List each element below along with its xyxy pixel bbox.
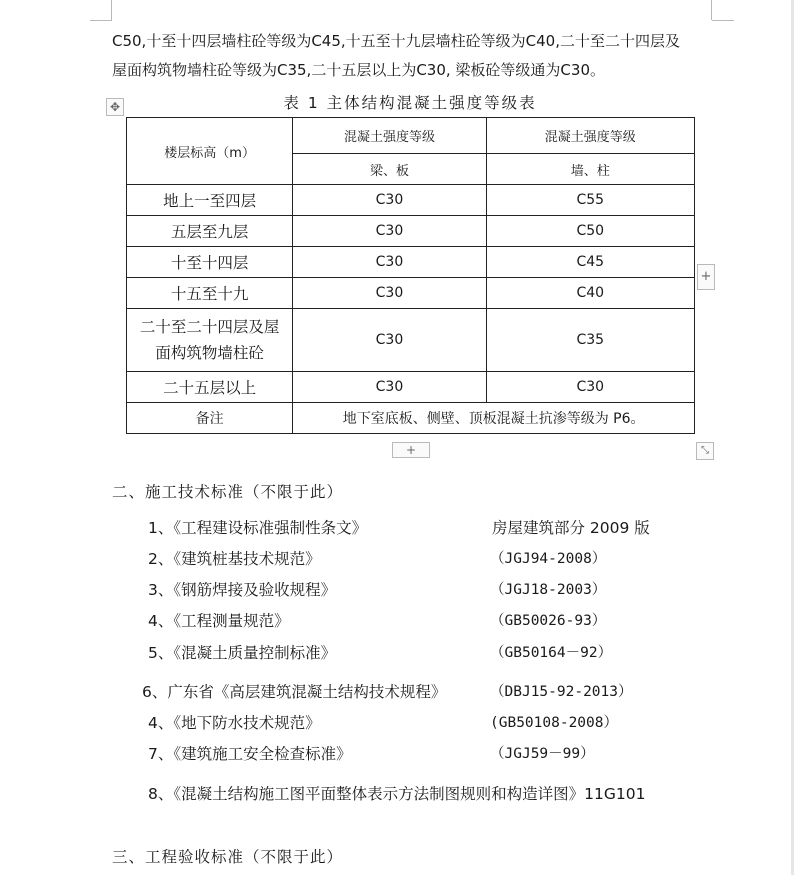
standard-name: 2、《建筑桩基技术规范》	[148, 550, 321, 568]
standard-code: 房屋建筑部分 2009 版	[492, 519, 650, 537]
cell-floor	[127, 309, 293, 372]
cell-beam: C30	[293, 216, 486, 247]
concrete-grade-table	[126, 117, 695, 434]
cell-floor: 二十五层以上	[127, 372, 293, 403]
table-row	[127, 372, 695, 403]
cell-wall: C50	[486, 216, 694, 247]
cell-wall: C55	[486, 185, 694, 216]
margin-mark-top-right-vertical	[711, 0, 712, 20]
cell-beam: C30	[293, 309, 486, 372]
standard-code: (GB50108-2008）	[490, 715, 618, 731]
cell-floor: 五层至九层	[127, 216, 293, 247]
table-row	[127, 216, 695, 247]
cell-wall: C30	[486, 372, 694, 403]
cell-beam: C30	[293, 185, 486, 216]
cell-floor-line-2: 面构筑物墙柱砼	[155, 344, 264, 362]
standard-code: （DBJ15-92-2013）	[490, 684, 633, 700]
header-grade-left: 混凝土强度等级	[293, 118, 486, 154]
cell-beam: C30	[293, 372, 486, 403]
table-row	[127, 247, 695, 278]
cell-wall: C35	[486, 309, 694, 372]
cell-wall: C45	[486, 247, 694, 278]
header-floor: 楼层标高（m）	[127, 118, 293, 185]
cell-floor: 十至十四层	[127, 247, 293, 278]
table-row	[127, 185, 695, 216]
margin-mark-top-left-vertical	[111, 0, 112, 20]
standard-code: （JGJ18-2003）	[490, 582, 607, 598]
table-row	[127, 278, 695, 309]
standard-name: 6、广东省《高层建筑混凝土结构技术规程》	[142, 683, 447, 701]
remark-text: 地下室底板、侧壁、顶板混凝土抗渗等级为 P6。	[293, 403, 695, 434]
margin-mark-top-right	[712, 20, 734, 21]
add-row-icon[interactable]: +	[392, 442, 430, 458]
intro-line-2: 屋面构筑物墙柱砼等级为C35,二十五层以上为C30, 梁板砼等级通为C30。	[112, 61, 605, 79]
section-2-heading: 二、施工技术标准（不限于此）	[112, 483, 344, 501]
header-wall: 墙、柱	[486, 154, 694, 185]
standard-name: 4、《地下防水技术规范》	[148, 714, 321, 732]
cell-floor-line-1: 二十至二十四层及屋	[139, 318, 280, 336]
standard-name: 1、《工程建设标准强制性条文》	[148, 519, 368, 537]
standard-name: 3、《钢筋焊接及验收规程》	[148, 581, 337, 599]
intro-line-1: C50,十至十四层墙柱砼等级为C45,十五至十九层墙柱砼等级为C40,二十至二十四层及	[112, 32, 680, 50]
standard-code: （GB50164－92）	[490, 645, 613, 661]
header-grade-right: 混凝土强度等级	[486, 118, 694, 154]
table-move-icon[interactable]: ✥	[106, 98, 124, 116]
table-header-row	[127, 118, 695, 154]
standard-name: 4、《工程测量规范》	[148, 612, 290, 630]
table-title: 表 1 主体结构混凝土强度等级表	[283, 94, 537, 112]
cell-floor: 地上一至四层	[127, 185, 293, 216]
standard-code: （GB50026-93）	[490, 613, 607, 629]
remark-label: 备注	[127, 403, 293, 434]
standard-name: 5、《混凝土质量控制标准》	[148, 644, 337, 662]
header-beam: 梁、板	[293, 154, 486, 185]
cell-floor: 十五至十九	[127, 278, 293, 309]
standard-code: （JGJ59－99）	[490, 746, 595, 762]
standard-code: （JGJ94-2008）	[490, 551, 607, 567]
section-3-heading: 三、工程验收标准（不限于此）	[112, 848, 344, 866]
standard-name: 7、《建筑施工安全检查标准》	[148, 745, 352, 763]
standard-name: 8、《混凝土结构施工图平面整体表示方法制图规则和构造详图》11G101	[148, 785, 646, 803]
margin-mark-top-left	[90, 20, 112, 21]
cell-beam: C30	[293, 247, 486, 278]
cell-beam: C30	[293, 278, 486, 309]
table-resize-icon[interactable]: ⤡	[696, 442, 714, 460]
table-row	[127, 309, 695, 372]
cell-wall: C40	[486, 278, 694, 309]
add-column-icon[interactable]: +	[697, 264, 715, 290]
table-remark-row	[127, 403, 695, 434]
